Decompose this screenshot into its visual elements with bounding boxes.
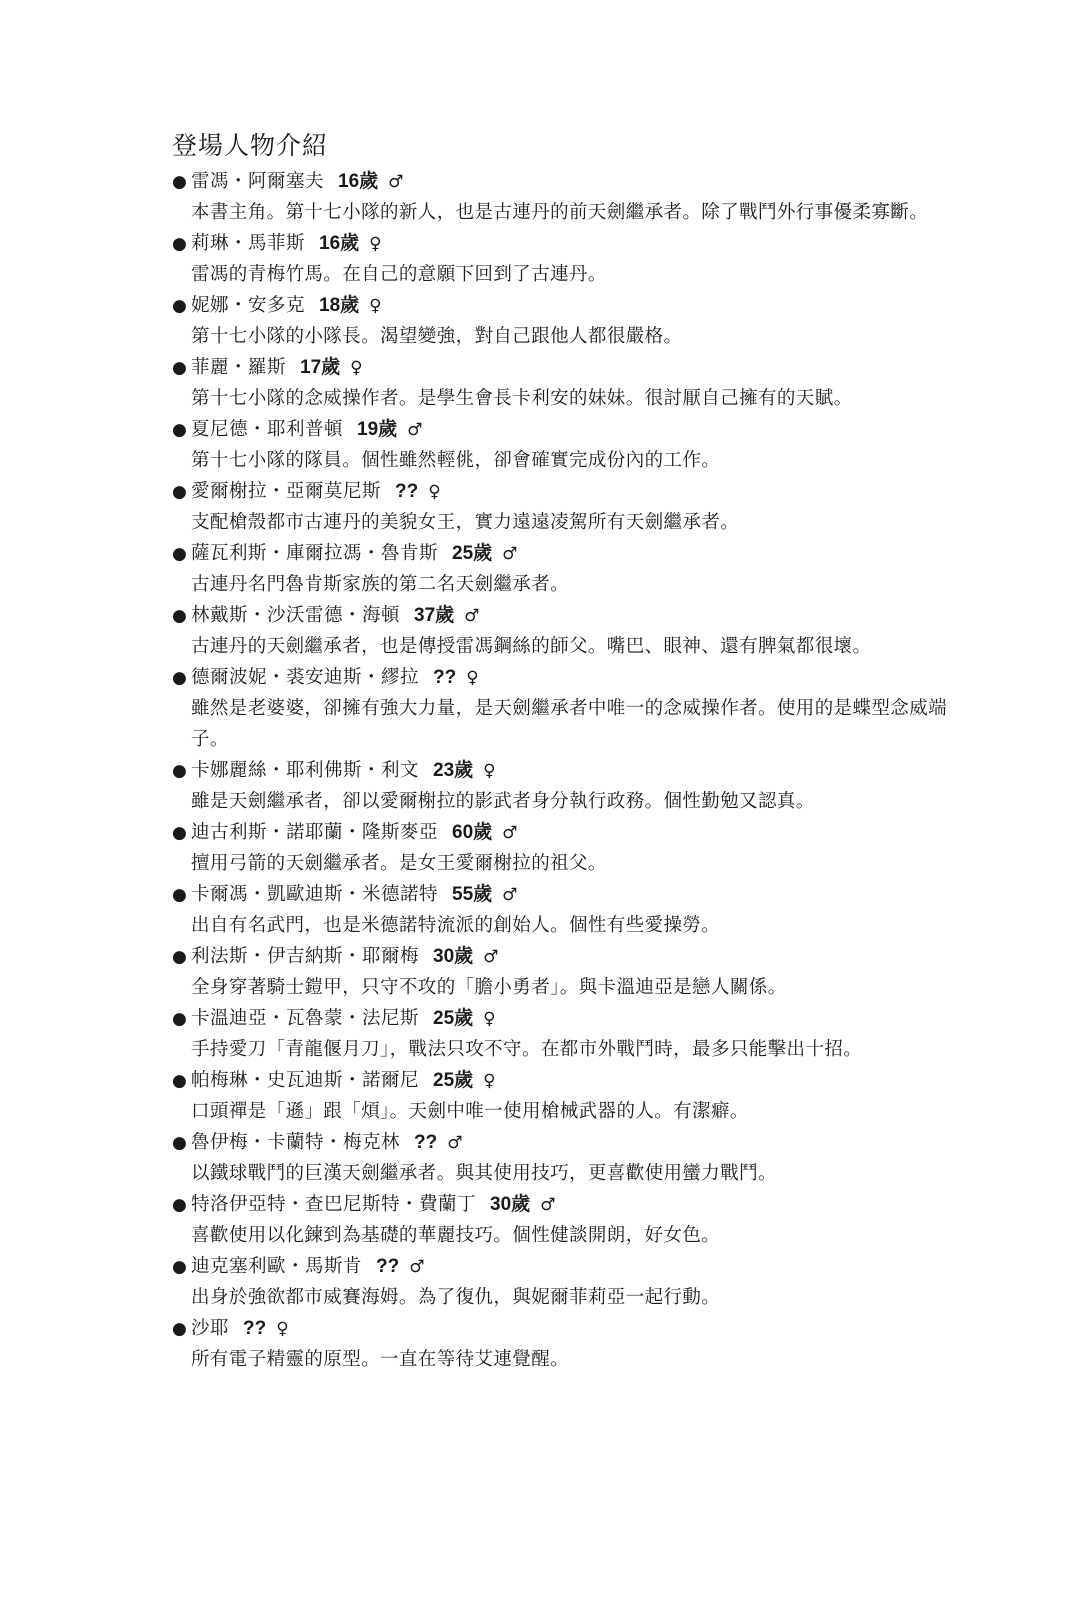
- bullet-icon: ●: [172, 761, 187, 781]
- character-header: [172, 352, 972, 383]
- character-name: 雷馮・阿爾塞夫: [191, 171, 325, 192]
- character-entry: [172, 600, 972, 662]
- character-sex-symbol: ♂: [409, 1257, 425, 1277]
- character-description: 雖然是老婆婆，卻擁有強大力量，是天劍繼承者中唯一的念威操作者。使用的是蝶型念威端子。: [191, 698, 948, 750]
- character-entry: [172, 1313, 972, 1375]
- character-age: 16歲: [319, 233, 360, 254]
- character-entry: [172, 290, 972, 352]
- character-sex-symbol: ♂: [502, 544, 518, 564]
- character-description: 喜歡使用以化鍊到為基礎的華麗技巧。個性健談開朗，好女色。: [191, 1225, 721, 1246]
- character-sex-symbol: ♂: [502, 885, 518, 905]
- character-age: 23歲: [433, 760, 474, 781]
- character-header: [172, 879, 972, 910]
- character-description: 第十七小隊的隊員。個性雖然輕佻，卻會確實完成份內的工作。: [191, 450, 721, 471]
- character-name: 特洛伊亞特・查巴尼斯特・費蘭丁: [191, 1194, 477, 1215]
- character-name: 沙耶: [191, 1318, 230, 1339]
- character-sex-symbol: ♂: [502, 823, 518, 843]
- character-description: 古連丹的天劍繼承者，也是傳授雷馮鋼絲的師父。嘴巴、眼神、還有脾氣都很壞。: [191, 636, 872, 657]
- character-age: 17歲: [300, 357, 341, 378]
- bullet-icon: ●: [172, 1257, 187, 1277]
- character-header: [172, 1313, 972, 1344]
- character-name: 妮娜・安多克: [191, 295, 306, 316]
- bullet-icon: ●: [172, 606, 187, 626]
- character-description: 口頭禪是「遜」跟「煩」。天劍中唯一使用槍械武器的人。有潔癖。: [191, 1101, 749, 1122]
- character-header: [172, 1003, 972, 1034]
- character-description: 本書主角。第十七小隊的新人，也是古連丹的前天劍繼承者。除了戰鬥外行事優柔寡斷。: [191, 202, 929, 223]
- character-description: 全身穿著騎士鎧甲，只守不攻的「膽小勇者」。與卡溫迪亞是戀人關係。: [191, 977, 787, 998]
- character-entry: [172, 1065, 972, 1127]
- character-name: 薩瓦利斯・庫爾拉馮・魯肯斯: [191, 543, 439, 564]
- bullet-icon: ●: [172, 1009, 187, 1029]
- character-name: 卡爾馮・凱歐迪斯・米德諾特: [191, 884, 439, 905]
- character-entry: [172, 1251, 972, 1313]
- character-age: 60歲: [452, 822, 493, 843]
- character-sex-symbol: ♀: [483, 1071, 496, 1091]
- bullet-icon: ●: [172, 1319, 187, 1339]
- character-intro-page: [172, 128, 972, 1375]
- bullet-icon: ●: [172, 544, 187, 564]
- character-sex-symbol: ♂: [483, 947, 499, 967]
- character-name: 利法斯・伊吉納斯・耶爾梅: [191, 946, 420, 967]
- character-age: 30歲: [433, 946, 474, 967]
- character-entry: [172, 1003, 972, 1065]
- character-header: [172, 538, 972, 569]
- character-header: [172, 941, 972, 972]
- character-age: 30歲: [490, 1194, 531, 1215]
- character-entry: [172, 476, 972, 538]
- bullet-icon: ●: [172, 1195, 187, 1215]
- character-header: [172, 1065, 972, 1096]
- character-age: 25歲: [433, 1070, 474, 1091]
- bullet-icon: ●: [172, 885, 187, 905]
- character-age: 19歲: [357, 419, 398, 440]
- character-name: 卡溫迪亞・瓦魯蒙・法尼斯: [191, 1008, 420, 1029]
- character-header: [172, 1189, 972, 1220]
- character-header: [172, 817, 972, 848]
- character-name: 菲麗・羅斯: [191, 357, 287, 378]
- character-sex-symbol: ♂: [388, 172, 404, 192]
- character-description: 雖是天劍繼承者，卻以愛爾榭拉的影武者身分執行政務。個性勤勉又認真。: [191, 791, 815, 812]
- character-header: [172, 755, 972, 786]
- character-header: [172, 1251, 972, 1282]
- character-sex-symbol: ♀: [466, 668, 479, 688]
- bullet-icon: ●: [172, 1071, 187, 1091]
- character-entry: [172, 538, 972, 600]
- character-entry: [172, 1127, 972, 1189]
- character-name: 魯伊梅・卡蘭特・梅克林: [191, 1132, 401, 1153]
- character-description: 出自有名武門，也是米德諾特流派的創始人。個性有些愛操勞。: [191, 915, 721, 936]
- character-entry: [172, 228, 972, 290]
- bullet-icon: ●: [172, 823, 187, 843]
- character-age: 55歲: [452, 884, 493, 905]
- character-sex-symbol: ♂: [464, 606, 480, 626]
- character-name: 迪克塞利歐・馬斯肯: [191, 1256, 363, 1277]
- character-header: [172, 600, 972, 631]
- character-entry: [172, 166, 972, 228]
- character-entry: [172, 755, 972, 817]
- character-age: ??: [243, 1318, 267, 1339]
- bullet-icon: ●: [172, 358, 187, 378]
- character-name: 帕梅琳・史瓦迪斯・諾爾尼: [191, 1070, 420, 1091]
- character-description: 出身於強欲都市威賽海姆。為了復仇，與妮爾菲莉亞一起行動。: [191, 1287, 721, 1308]
- character-description: 第十七小隊的小隊長。渴望變強，對自己跟他人都很嚴格。: [191, 326, 683, 347]
- character-header: [172, 414, 972, 445]
- character-name: 卡娜麗絲・耶利佛斯・利文: [191, 760, 420, 781]
- character-sex-symbol: ♀: [369, 234, 382, 254]
- character-description: 以鐵球戰鬥的巨漢天劍繼承者。與其使用技巧，更喜歡使用蠻力戰鬥。: [191, 1163, 777, 1184]
- character-header: [172, 1127, 972, 1158]
- character-age: 37歲: [414, 605, 455, 626]
- character-header: [172, 662, 972, 693]
- bullet-icon: ●: [172, 172, 187, 192]
- character-age: 16歲: [338, 171, 379, 192]
- character-sex-symbol: ♀: [350, 358, 363, 378]
- bullet-icon: ●: [172, 1133, 187, 1153]
- character-age: 18歲: [319, 295, 360, 316]
- character-entry: [172, 879, 972, 941]
- character-entry: [172, 941, 972, 1003]
- character-description: 所有電子精靈的原型。一直在等待艾連覺醒。: [191, 1349, 570, 1370]
- bullet-icon: ●: [172, 947, 187, 967]
- character-sex-symbol: ♀: [369, 296, 382, 316]
- character-description: 古連丹名門魯肯斯家族的第二名天劍繼承者。: [191, 574, 570, 595]
- bullet-icon: ●: [172, 296, 187, 316]
- character-sex-symbol: ♂: [540, 1195, 556, 1215]
- character-name: 夏尼德・耶利普頓: [191, 419, 344, 440]
- character-age: ??: [395, 481, 419, 502]
- character-entry: [172, 817, 972, 879]
- character-age: 25歲: [452, 543, 493, 564]
- character-description: 手持愛刀「青龍偃月刀」，戰法只攻不守。在都市外戰鬥時，最多只能擊出十招。: [191, 1039, 863, 1060]
- character-age: ??: [433, 667, 457, 688]
- bullet-icon: ●: [172, 420, 187, 440]
- character-sex-symbol: ♂: [407, 420, 423, 440]
- character-list: [172, 166, 972, 1375]
- character-header: [172, 166, 972, 197]
- character-description: 第十七小隊的念威操作者。是學生會長卡利安的妹妹。很討厭自己擁有的天賦。: [191, 388, 853, 409]
- bullet-icon: ●: [172, 234, 187, 254]
- character-entry: [172, 1189, 972, 1251]
- character-name: 迪古利斯・諾耶蘭・隆斯麥亞: [191, 822, 439, 843]
- character-header: [172, 290, 972, 321]
- character-entry: [172, 352, 972, 414]
- character-name: 德爾波妮・裘安迪斯・繆拉: [191, 667, 420, 688]
- character-sex-symbol: ♀: [276, 1319, 289, 1339]
- character-name: 愛爾榭拉・亞爾莫尼斯: [191, 481, 382, 502]
- character-age: ??: [376, 1256, 400, 1277]
- character-header: [172, 228, 972, 259]
- character-name: 林戴斯・沙沃雷德・海頓: [191, 605, 401, 626]
- character-entry: [172, 414, 972, 476]
- character-description: 支配槍殼都市古連丹的美貌女王，實力遠遠凌駕所有天劍繼承者。: [191, 512, 740, 533]
- character-sex-symbol: ♀: [483, 761, 496, 781]
- character-name: 莉琳・馬菲斯: [191, 233, 306, 254]
- bullet-icon: ●: [172, 668, 187, 688]
- character-entry: [172, 662, 972, 755]
- bullet-icon: ●: [172, 482, 187, 502]
- character-header: [172, 476, 972, 507]
- page-title: 登場人物介紹: [172, 131, 329, 160]
- character-sex-symbol: ♂: [447, 1133, 463, 1153]
- character-sex-symbol: ♀: [428, 482, 441, 502]
- character-age: ??: [414, 1132, 438, 1153]
- character-sex-symbol: ♀: [483, 1009, 496, 1029]
- character-age: 25歲: [433, 1008, 474, 1029]
- character-description: 雷馮的青梅竹馬。在自己的意願下回到了古連丹。: [191, 264, 607, 285]
- character-description: 擅用弓箭的天劍繼承者。是女王愛爾榭拉的祖父。: [191, 853, 607, 874]
